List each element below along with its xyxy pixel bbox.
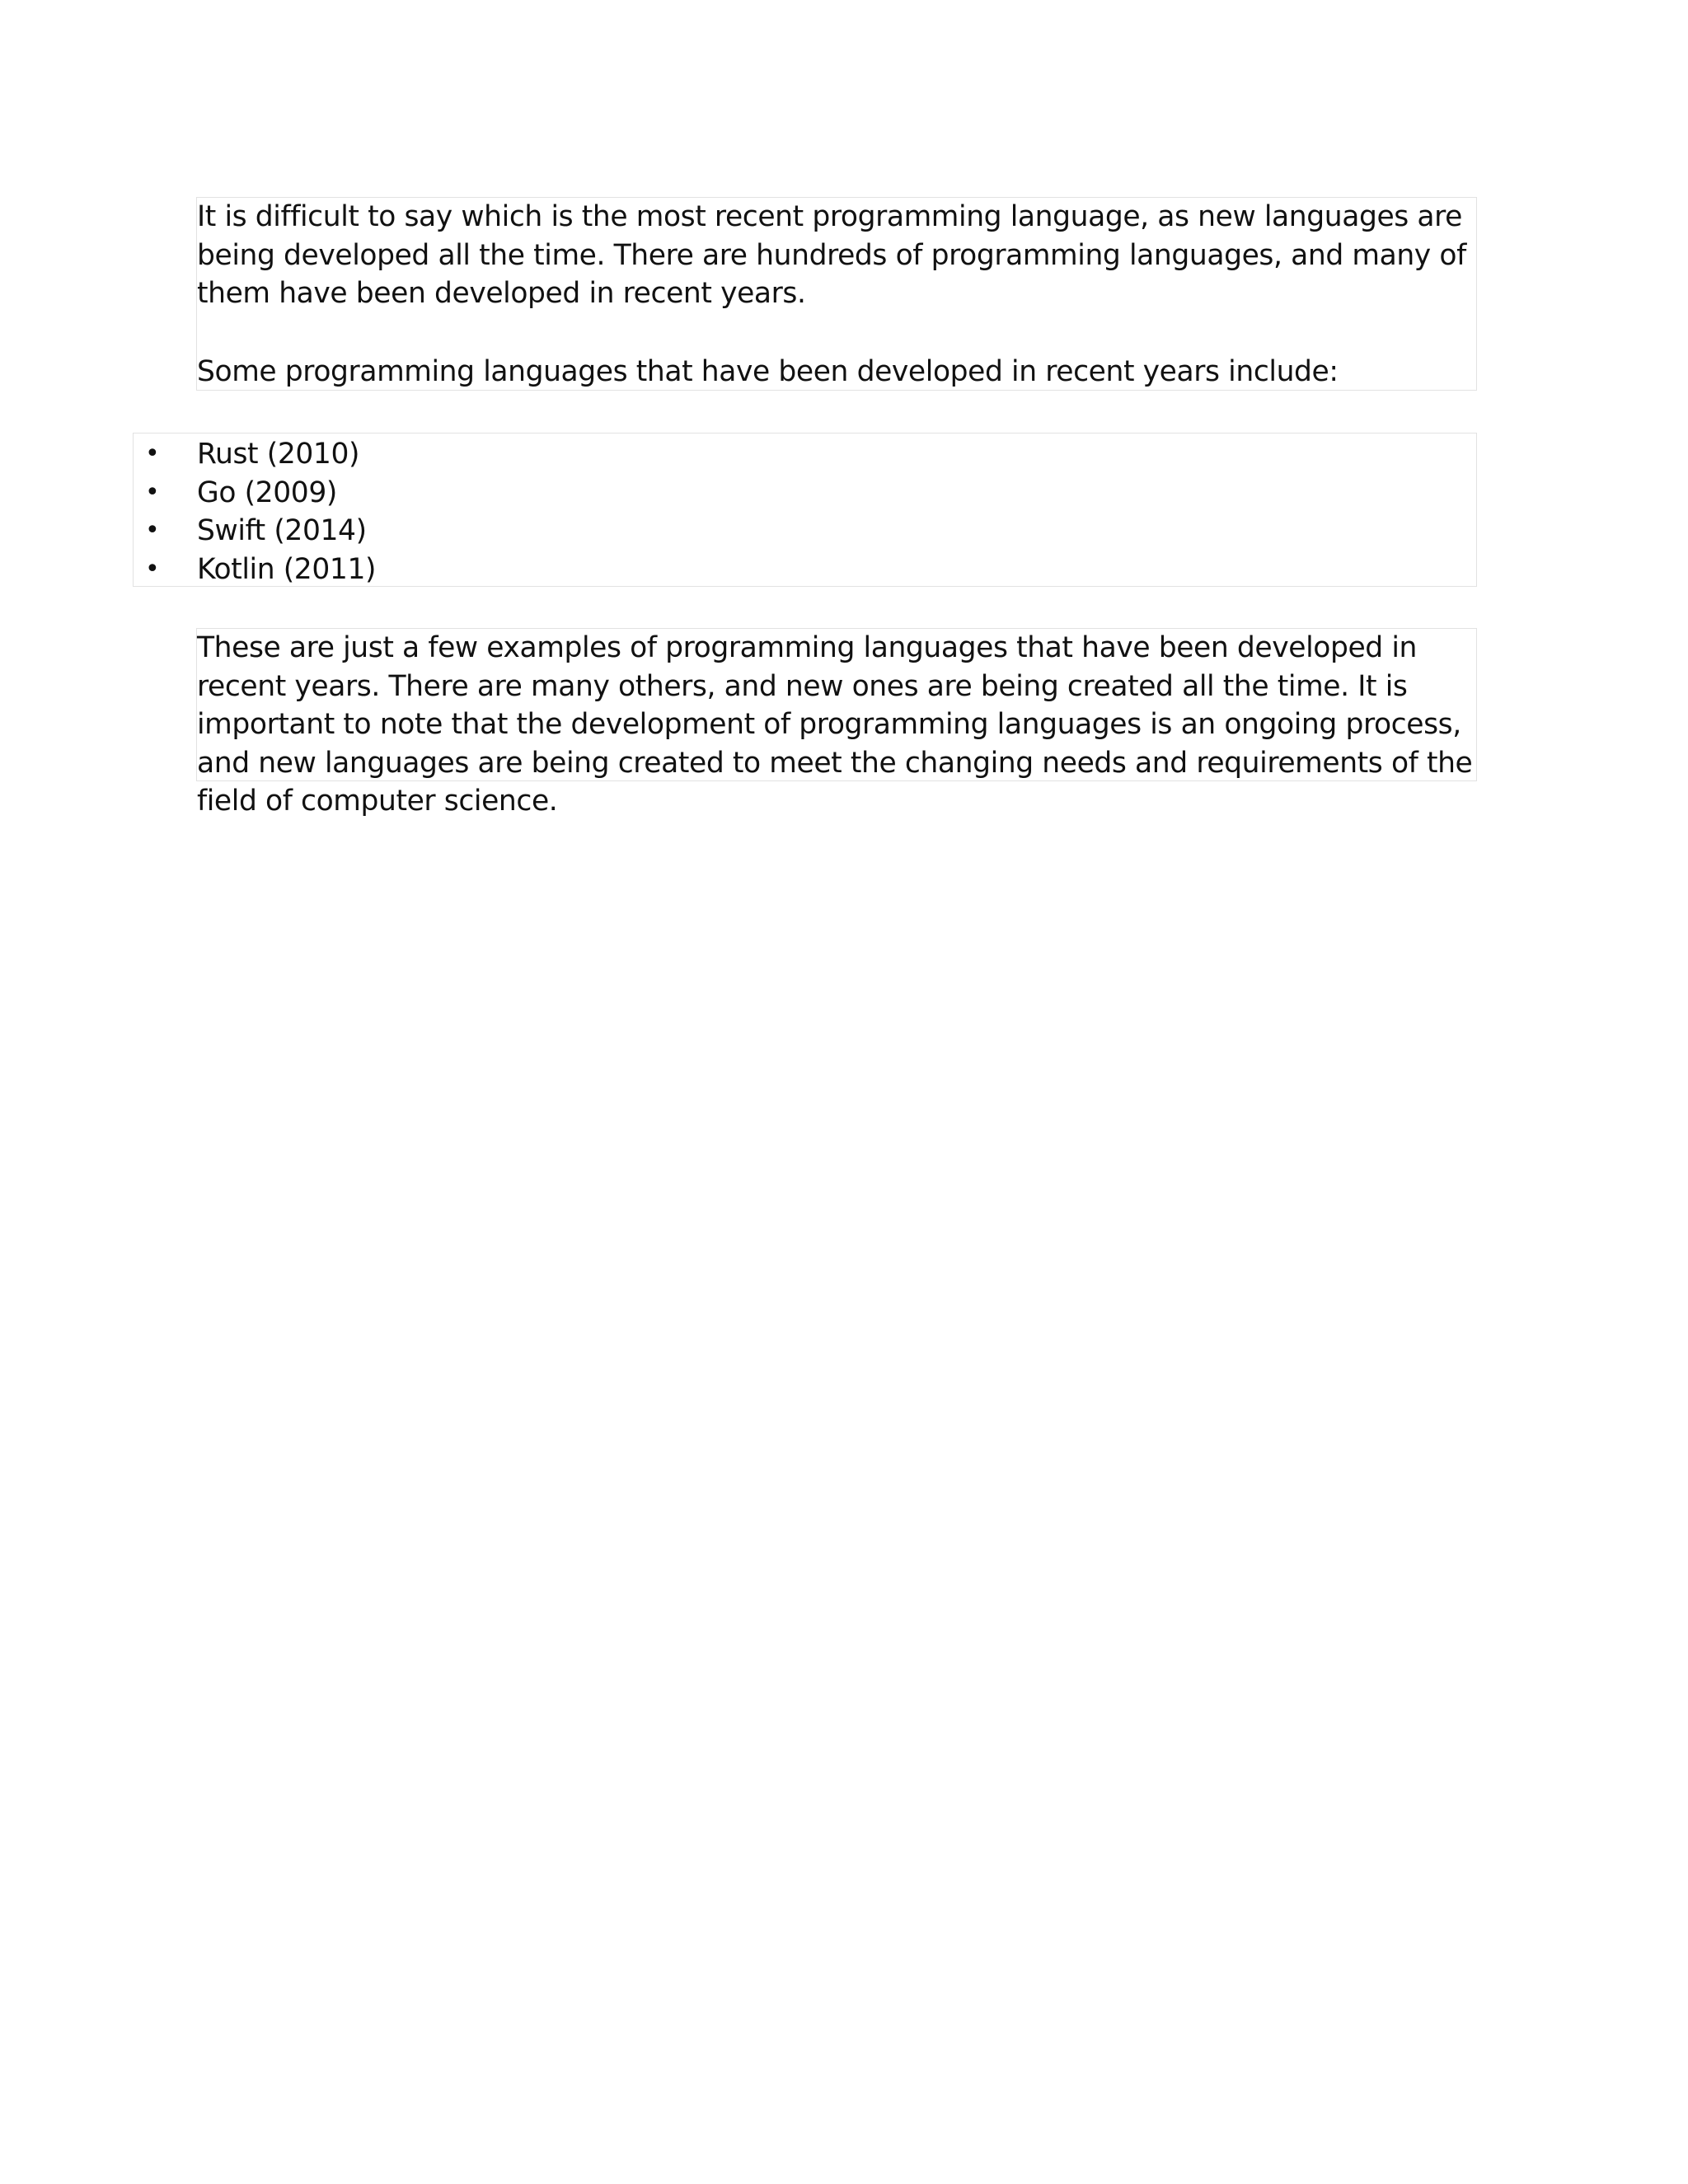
list-item (134, 474, 1476, 513)
bullet-icon: • (145, 516, 160, 545)
language-list-block (133, 433, 1477, 587)
list-item (134, 551, 1476, 589)
list-item-label: Rust (2010) (197, 438, 360, 471)
list-item (134, 512, 1476, 551)
intro-text-block (196, 197, 1477, 391)
list-item-label: Swift (2014) (197, 514, 367, 547)
bullet-icon: • (145, 439, 160, 468)
closing-text-block (196, 628, 1477, 818)
intro-paragraph: It is difficult to say which is the most recent programming language, as new languages are being developed all the time. There are hundreds of programming languages, and many of them have been developed in recent years. (197, 200, 1466, 310)
list-item-label: Kotlin (2011) (197, 552, 377, 586)
list-item-label: Go (2009) (197, 476, 337, 509)
lead-in-paragraph: Some programming languages that have been developed in recent years include: (197, 355, 1339, 388)
bullet-icon: • (145, 477, 160, 507)
language-list (134, 435, 1476, 588)
bullet-icon: • (145, 554, 160, 583)
closing-paragraph: These are just a few examples of programming languages that have been developed in recent years. There are many others, and new ones are being created all the time. It is important to note that the development of programming languages is an ongoing process, and new languages are being created to meet the changing needs and requirements of the field of computer science. (197, 631, 1473, 818)
list-item (134, 435, 1476, 474)
